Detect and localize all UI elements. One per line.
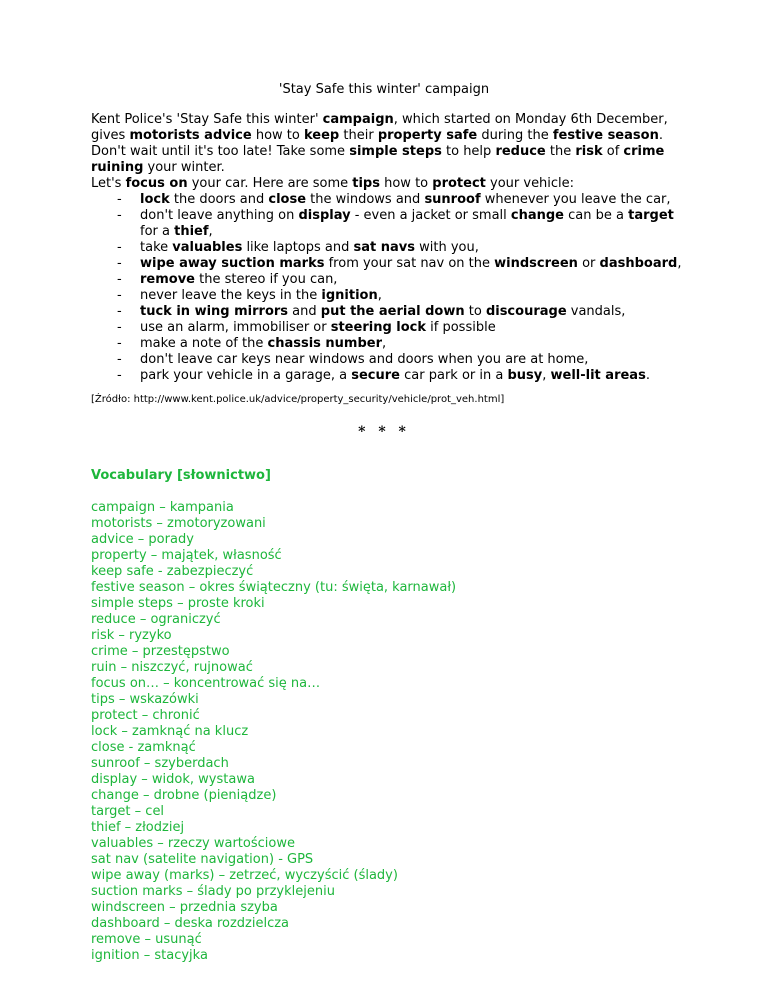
vocab-entry: sat nav (satelite navigation) - GPS [91,852,314,867]
text-run: , [382,336,387,351]
bold-term: tuck in wing mirrors [140,304,289,319]
document-title: 'Stay Safe this winter' campaign [278,82,490,97]
vocabulary-heading: Vocabulary [słownictwo] [91,468,271,483]
text-run: make a note of the [140,336,268,351]
text-run: Let's [91,176,126,191]
tip-text [140,352,691,368]
list-dash: - [117,304,122,319]
text-run: your winter. [143,160,225,175]
bold-term: ignition [321,288,378,303]
text-run: how to [251,128,304,143]
vocab-entry: lock – zamknąć na klucz [91,724,249,739]
vocab-entry: thief – złodziej [91,820,185,835]
text-run: the stereo if you can, [195,272,338,287]
text-run: to [464,304,486,319]
vocab-entry: valuables – rzeczy wartościowe [91,836,295,851]
tip-text [140,240,691,256]
bold-term: windscreen [494,256,578,271]
bold-term: put the aerial down [320,304,465,319]
vocab-entry: reduce – ograniczyć [91,612,221,627]
text-run: , [677,256,682,271]
vocab-entry: remove – usunąć [91,932,202,947]
tip-text [140,320,691,336]
text-run: their [339,128,378,143]
bold-term: sunroof [424,192,481,207]
vocab-entry: crime – przestępstwo [91,644,230,659]
bold-term: valuables [172,240,243,255]
list-dash: - [117,336,122,351]
bold-term: secure [351,368,400,383]
tip-item [91,288,691,304]
bold-term: sat navs [353,240,415,255]
text-run: can be a [564,208,629,223]
intro-paragraph [91,112,691,176]
vocab-entry: protect – chronić [91,708,200,723]
vocab-entry: target – cel [91,804,165,819]
list-dash: - [117,352,122,367]
vocab-entry: advice – porady [91,532,194,547]
text-run: vandals, [566,304,626,319]
text-run: the [545,144,576,159]
text-run: Kent Police's 'Stay Safe this winter' [91,112,323,127]
vocab-entry: ruin – niszczyć, rujnować [91,660,253,675]
tip-item [91,368,691,384]
vocab-entry: windscreen – przednia szyba [91,900,278,915]
tip-text [140,368,691,384]
vocab-entry: focus on… – koncentrować się na… [91,676,321,691]
section-separator: * * * [358,424,410,440]
vocab-entry: tips – wskazówki [91,692,199,707]
text-run: during the [477,128,553,143]
list-dash: - [117,208,122,223]
list-dash: - [117,368,122,383]
tip-text [140,192,691,208]
vocab-entry: dashboard – deska rozdzielcza [91,916,290,931]
source-citation: [Źródło: http://www.kent.police.uk/advice/property_security/vehicle/prot_veh.html] [91,394,505,405]
list-dash: - [117,192,122,207]
text-run: . [645,368,650,383]
bold-term: target [628,208,674,223]
tip-item [91,336,691,352]
tip-text [140,336,691,352]
bold-term: focus on [125,176,188,191]
text-run: never leave the keys in the [140,288,322,303]
text-run: to help [441,144,496,159]
focus-paragraph [91,176,691,192]
tips-list [91,192,691,384]
vocab-entry: ignition – stacyjka [91,948,208,963]
list-dash: - [117,240,122,255]
bold-term: remove [140,272,195,287]
bold-term: tips [352,176,380,191]
text-run: use an alarm, immobiliser or [140,320,331,335]
text-run: and [288,304,321,319]
bold-term: keep [304,128,340,143]
bold-term: risk [575,144,603,159]
vocab-entry: close - zamknąć [91,740,196,755]
bold-term: change [510,208,565,223]
vocab-entry: sunroof – szyberdach [91,756,229,771]
list-dash: - [117,320,122,335]
tip-text [140,208,691,240]
tip-item [91,320,691,336]
tip-item [91,304,691,320]
bold-term: lock [140,192,170,207]
vocab-entry: motorists – zmotoryzowani [91,516,266,531]
list-dash: - [117,272,122,287]
vocab-entry: simple steps – proste kroki [91,596,265,611]
bold-term: dashboard [599,256,678,271]
bold-term: discourage [485,304,567,319]
bold-term: thief [174,224,209,239]
bold-term: property safe [377,128,478,143]
vocab-entry: display – widok, wystawa [91,772,255,787]
vocab-entry: change – drobne (pieniądze) [91,788,277,803]
bold-term: display [298,208,351,223]
tip-item [91,352,691,368]
vocab-entry: property – majątek, własność [91,548,282,563]
text-run: car park or in a [400,368,508,383]
text-run: how to [379,176,433,191]
bold-term: wipe away suction marks [140,256,325,271]
bold-term: protect [432,176,486,191]
bold-term: simple steps [349,144,442,159]
vocabulary-list [91,500,456,964]
bold-term: festive season [552,128,659,143]
text-run: with you, [415,240,479,255]
vocab-entry: keep safe - zabezpieczyć [91,564,254,579]
tip-item [91,272,691,288]
text-run: like laptops and [242,240,354,255]
tip-item [91,208,691,240]
bold-term: campaign [322,112,394,127]
text-run: take [140,240,173,255]
text-run: don't leave anything on [140,208,299,223]
bold-term: steering lock [330,320,427,335]
bold-term: well-lit areas [550,368,646,383]
tip-text [140,272,691,288]
list-dash: - [117,256,122,271]
text-run: - even a jacket or small [350,208,511,223]
tip-item [91,240,691,256]
text-run: don't leave car keys near windows and doors when you are at home, [140,352,589,367]
vocab-entry: festive season – okres świąteczny (tu: święta, karnawał) [91,580,457,595]
text-run: the windows and [306,192,425,207]
text-run: from your sat nav on the [324,256,495,271]
text-run: whenever you leave the car, [480,192,671,207]
list-dash: - [117,288,122,303]
text-run: for a [140,224,175,239]
text-run: , [377,288,382,303]
bold-term: close [268,192,307,207]
tip-text [140,304,691,320]
text-run: . Don't wait until it's too late! Take some [91,128,663,159]
tip-item [91,192,691,208]
vocab-entry: risk – ryzyko [91,628,172,643]
bold-term: chassis number [267,336,383,351]
text-run: , which started on Monday 6th December, gives [91,112,668,143]
article-body [91,112,691,384]
text-run: the doors and [169,192,269,207]
text-run: , [542,368,551,383]
text-run: your vehicle: [485,176,575,191]
tip-text [140,256,691,272]
vocab-entry: campaign – kampania [91,500,234,515]
bold-term: busy [507,368,543,383]
text-run: your car. Here are some [187,176,353,191]
text-run: , [208,224,213,239]
vocab-entry: wipe away (marks) – zetrzeć, wyczyścić (ślady) [91,868,398,883]
text-run: park your vehicle in a garage, a [140,368,352,383]
text-run: of [602,144,624,159]
text-run: if possible [426,320,496,335]
tip-text [140,288,691,304]
text-run: or [577,256,600,271]
bold-term: crime ruining [91,144,665,175]
tip-item [91,256,691,272]
bold-term: motorists advice [129,128,252,143]
bold-term: reduce [495,144,546,159]
vocab-entry: suction marks – ślady po przyklejeniu [91,884,335,899]
